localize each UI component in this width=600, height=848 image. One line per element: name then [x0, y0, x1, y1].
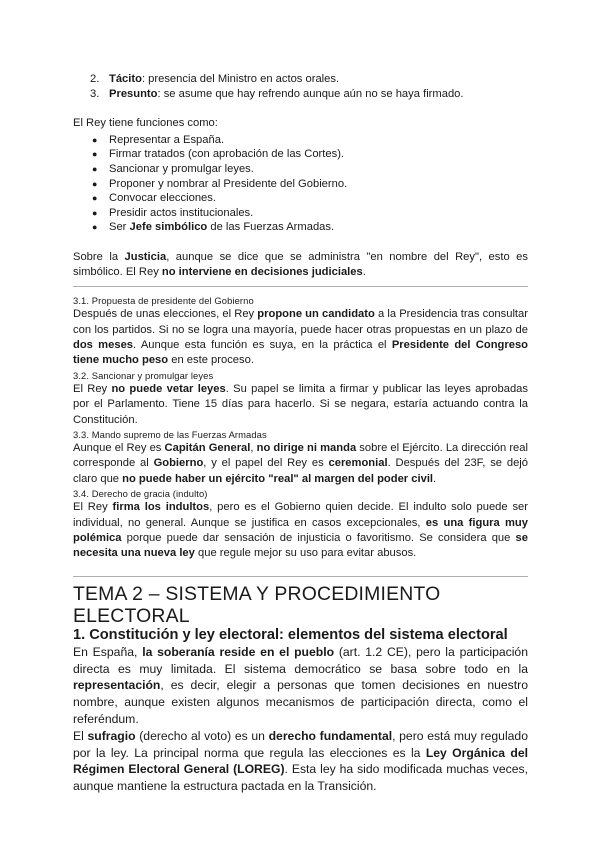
bullet-icon: ● [92, 207, 98, 218]
section-heading-3-2: 3.2. Sancionar y promulgar leyes [73, 369, 214, 381]
document-page [73, 72, 528, 795]
section-heading-3-3: 3.3. Mando supremo de las Fuerzas Armadas [73, 428, 267, 440]
bullet-icon: ● [92, 222, 98, 233]
section-body-3-1: Después de unas elecciones, el Rey propone un candidato a la Presidencia tras consultar con los partidos. Si no se logra una mayoría, puede hacer otras propuestas en un plazo de dos meses. Aunque esta función es suya, en la práctica el Presidente del Congreso tiene mucho peso en este proceso. [73, 308, 528, 367]
list-item: ● Firmar tratados (con aprobación de las Cortes). [92, 148, 345, 161]
bullet-icon: ● [92, 163, 98, 174]
list-item: ● Ser Jefe simbólico de las Fuerzas Armadas. [92, 221, 335, 234]
bullet-icon: ● [92, 178, 98, 189]
list-item: ● Sancionar y promulgar leyes. [92, 162, 254, 175]
list-item: ● Representar a España. [92, 133, 225, 146]
list-item: ● Convocar elecciones. [92, 192, 216, 205]
bullet-icon: ● [92, 149, 98, 160]
list-item: 2. Tácito: presencia del Ministro en actos orales. [90, 73, 340, 85]
refrendo-list [73, 72, 528, 101]
section-title: 1. Constitución y ley electoral: elementos del sistema electoral [73, 626, 508, 643]
bullet-icon: ● [92, 193, 98, 204]
section-body-3-4: El Rey firma los indultos, pero es el Gobierno quien decide. El indulto solo puede ser individual, no general. Aunque se justifica en casos excepcionales, es una figura muy polémica porque puede dar sensación de injusticia o favoritismo. Se considera que se necesita una nueva ley que regule mejor su uso para evitar abusos. [73, 501, 528, 560]
list-item: 3. Presunto: se asume que hay refrendo aunque aún no se haya firmado. [90, 87, 464, 100]
bullet-icon: ● [92, 134, 98, 145]
justicia-paragraph: Sobre la Justicia, aunque se dice que se administra "en nombre del Rey", esto es simbólico. El Rey no interviene en decisiones judiciales. [73, 250, 528, 278]
paragraph-soberania: En España, la soberanía reside en el pueblo (art. 1.2 CE), pero la participación directa es muy limitada. El sistema democrático se basa sobre todo en la representación, es decir, elegir a personas que tomen decisiones en nuestro nombre, aunque existen algunos mecanismos de participación directa, como el referéndum. [73, 644, 528, 726]
section-heading-3-1: 3.1. Propuesta de presidente del Gobierno [73, 295, 254, 307]
list-item: ● Presidir actos institucionales. [92, 206, 254, 219]
section-body-3-3: Aunque el Rey es Capitán General, no dirige ni manda sobre el Ejército. La dirección real corresponde al Gobierno, y el papel del Rey es ceremonial. Después del 23F, se dejó claro que no puede haber un ejército "real" al margen del poder civil. [73, 441, 529, 485]
section-heading-3-4: 3.4. Derecho de gracia (indulto) [73, 488, 208, 500]
paragraph-sufragio: El sufragio (derecho al voto) es un derecho fundamental, pero está muy regulado por la ley. La principal norma que regula las elecciones es la Ley Orgánica del Régimen Electoral General (LOREG). Esta ley ha sido modificada muchas veces, aunque mantiene la estructura pactada en la Transición. [73, 728, 528, 794]
section-body-3-2: El Rey no puede vetar leyes. Su papel se limita a firmar y publicar las leyes aprobadas por el Parlamento. Tiene 15 días para hacerlo. Si se negara, estaría actuando contra la Constitución. [73, 382, 528, 426]
chapter-title: TEMA 2 – SISTEMA Y PROCEDIMIENTO ELECTORAL [73, 582, 441, 627]
list-item: ● Proponer y nombrar al Presidente del Gobierno. [92, 177, 348, 190]
funciones-intro: El Rey tiene funciones como: [73, 117, 218, 130]
funciones-list [73, 133, 528, 235]
